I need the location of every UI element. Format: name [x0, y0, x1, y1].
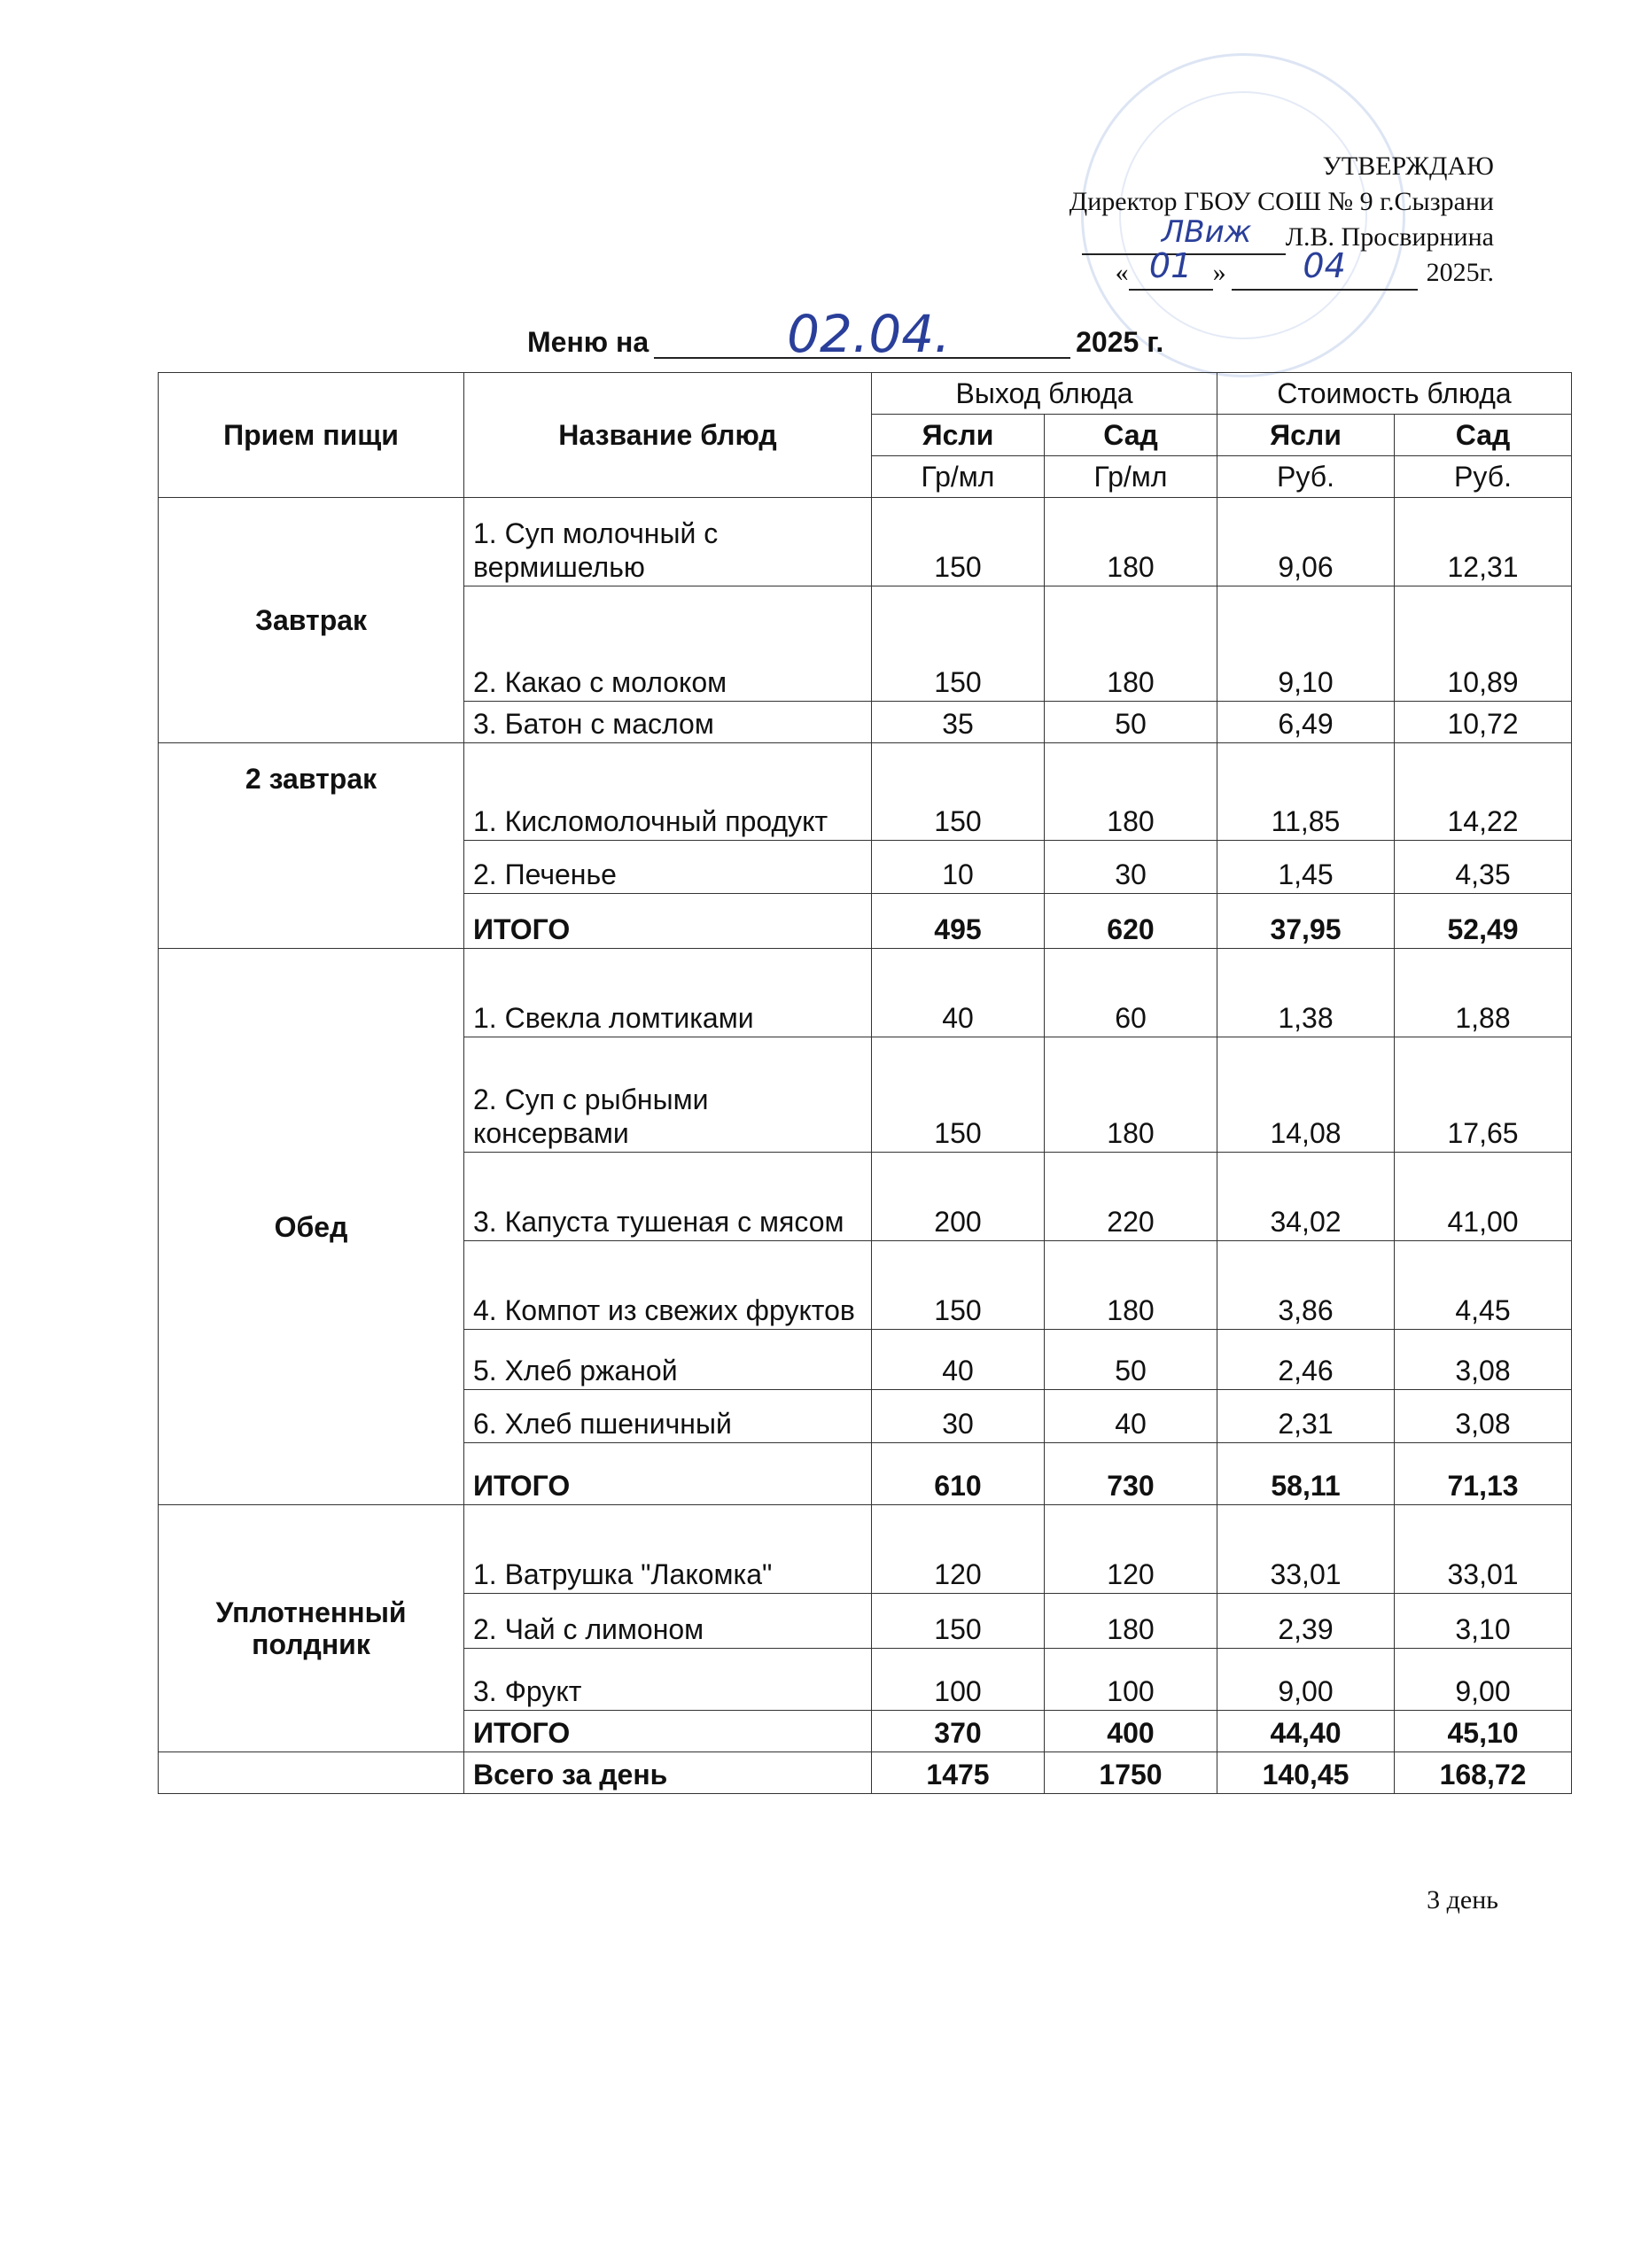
- approval-position: Директор ГБОУ СОШ № 9 г.Сызрани: [1069, 187, 1494, 216]
- cell-s-out: 100: [1045, 1649, 1217, 1711]
- table-row: [159, 949, 1572, 1037]
- cell-y-cost: 1,38: [1217, 949, 1395, 1037]
- header-output: Выход блюда: [872, 373, 1217, 415]
- cell-y-out: 610: [872, 1443, 1045, 1505]
- cell-s-out: 30: [1045, 841, 1217, 894]
- cell-y-out: 1475: [872, 1752, 1045, 1794]
- cell-y-cost: 9,00: [1217, 1649, 1395, 1711]
- cell-y-out: 40: [872, 1330, 1045, 1390]
- menu-body: [159, 498, 1572, 1794]
- cell-y-out: 495: [872, 894, 1045, 949]
- dish-name: 1. Свекла ломтиками: [464, 949, 872, 1037]
- cell-y-out: 150: [872, 586, 1045, 702]
- cell-s-out: 50: [1045, 702, 1217, 743]
- dish-name: 1. Суп молочный с вермишелью: [464, 498, 872, 586]
- cell-s-out: 50: [1045, 1330, 1217, 1390]
- table-row: [159, 498, 1572, 586]
- dish-name: 2. Чай с лимоном: [464, 1594, 872, 1649]
- cell-y-out: 40: [872, 949, 1045, 1037]
- cell-s-cost: 168,72: [1395, 1752, 1572, 1794]
- title-suffix: 2025 г.: [1076, 326, 1164, 358]
- title-prefix: Меню на: [527, 326, 649, 358]
- cell-s-cost: 3,08: [1395, 1390, 1572, 1443]
- header-output-sad: Сад: [1045, 415, 1217, 456]
- cell-y-cost: 2,46: [1217, 1330, 1395, 1390]
- cell-s-cost: 14,22: [1395, 743, 1572, 841]
- cell-y-out: 150: [872, 498, 1045, 586]
- cell-y-cost: 3,86: [1217, 1241, 1395, 1330]
- unit-cost-yasli: Руб.: [1217, 456, 1395, 498]
- cell-s-cost: 12,31: [1395, 498, 1572, 586]
- cell-s-cost: 17,65: [1395, 1037, 1572, 1153]
- dish-name: 3. Капуста тушеная с мясом: [464, 1153, 872, 1241]
- meal-name: 2 завтрак: [159, 743, 464, 949]
- signer-name: Л.В. Просвирнина: [1285, 222, 1494, 252]
- cell-y-out: 35: [872, 702, 1045, 743]
- day-blank: [1129, 246, 1213, 291]
- approval-block: [785, 149, 1494, 291]
- cell-y-cost: 1,45: [1217, 841, 1395, 894]
- cell-y-cost: 37,95: [1217, 894, 1395, 949]
- cell-s-out: 730: [1045, 1443, 1217, 1505]
- cell-s-out: 620: [1045, 894, 1217, 949]
- unit-output-yasli: Гр/мл: [872, 456, 1045, 498]
- cell-y-out: 370: [872, 1711, 1045, 1752]
- day-number: 3 день: [1427, 1885, 1498, 1915]
- cell-y-out: 200: [872, 1153, 1045, 1241]
- cell-s-out: 1750: [1045, 1752, 1217, 1794]
- cell-y-cost: 2,31: [1217, 1390, 1395, 1443]
- meal-name: Завтрак: [159, 498, 464, 743]
- header-cost-yasli: Ясли: [1217, 415, 1395, 456]
- cell-y-cost: 9,10: [1217, 586, 1395, 702]
- cell-s-cost: 10,72: [1395, 702, 1572, 743]
- dish-name: 1. Кисломолочный продукт: [464, 743, 872, 841]
- cell-y-cost: 2,39: [1217, 1594, 1395, 1649]
- cell-y-cost: 140,45: [1217, 1752, 1395, 1794]
- cell-y-out: 120: [872, 1505, 1045, 1594]
- approval-heading: УТВЕРЖДАЮ: [1322, 151, 1494, 181]
- cell-s-out: 180: [1045, 586, 1217, 702]
- cell-y-out: 150: [872, 743, 1045, 841]
- table-row: [159, 743, 1572, 841]
- dish-name: 3. Фрукт: [464, 1649, 872, 1711]
- dish-name: 2. Суп с рыбными консервами: [464, 1037, 872, 1153]
- menu-table: [158, 372, 1572, 1794]
- dish-name: 4. Компот из свежих фруктов: [464, 1241, 872, 1330]
- cell-s-cost: 52,49: [1395, 894, 1572, 949]
- unit-cost-sad: Руб.: [1395, 456, 1572, 498]
- cell-s-cost: 41,00: [1395, 1153, 1572, 1241]
- dish-name: Всего за день: [464, 1752, 872, 1794]
- cell-s-cost: 1,88: [1395, 949, 1572, 1037]
- handwritten-day: 01: [1148, 246, 1193, 285]
- cell-y-cost: 33,01: [1217, 1505, 1395, 1594]
- cell-s-out: 180: [1045, 1594, 1217, 1649]
- cell-s-out: 180: [1045, 1241, 1217, 1330]
- header-dish: Название блюд: [464, 373, 872, 498]
- cell-y-cost: 58,11: [1217, 1443, 1395, 1505]
- dish-name: ИТОГО: [464, 1711, 872, 1752]
- cell-y-cost: 6,49: [1217, 702, 1395, 743]
- header-output-yasli: Ясли: [872, 415, 1045, 456]
- cell-s-cost: 4,35: [1395, 841, 1572, 894]
- table-row: [159, 1505, 1572, 1594]
- handwritten-date: 02.04.: [787, 304, 951, 364]
- cell-y-out: 150: [872, 1241, 1045, 1330]
- cell-s-cost: 10,89: [1395, 586, 1572, 702]
- cell-s-out: 120: [1045, 1505, 1217, 1594]
- cell-s-cost: 4,45: [1395, 1241, 1572, 1330]
- dish-name: 5. Хлеб ржаной: [464, 1330, 872, 1390]
- cell-s-out: 180: [1045, 743, 1217, 841]
- dish-name: 1. Ватрушка "Лакомка": [464, 1505, 872, 1594]
- dish-name: 3. Батон с маслом: [464, 702, 872, 743]
- empty-cell: [159, 1752, 464, 1794]
- cell-s-out: 180: [1045, 498, 1217, 586]
- cell-s-out: 40: [1045, 1390, 1217, 1443]
- cell-s-cost: 33,01: [1395, 1505, 1572, 1594]
- dish-name: 2. Печенье: [464, 841, 872, 894]
- cell-y-cost: 44,40: [1217, 1711, 1395, 1752]
- header-meal: Прием пищи: [159, 373, 464, 498]
- dish-name: ИТОГО: [464, 1443, 872, 1505]
- cell-s-cost: 71,13: [1395, 1443, 1572, 1505]
- menu-title: [527, 304, 1164, 364]
- cell-s-out: 180: [1045, 1037, 1217, 1153]
- cell-s-out: 60: [1045, 949, 1217, 1037]
- cell-y-out: 150: [872, 1594, 1045, 1649]
- cell-y-cost: 9,06: [1217, 498, 1395, 586]
- total-row: [159, 1752, 1572, 1794]
- dish-name: 2. Какао с молоком: [464, 586, 872, 702]
- date-blank: [654, 304, 1070, 364]
- cell-y-out: 10: [872, 841, 1045, 894]
- dish-name: 6. Хлеб пшеничный: [464, 1390, 872, 1443]
- dish-name: ИТОГО: [464, 894, 872, 949]
- cell-s-cost: 9,00: [1395, 1649, 1572, 1711]
- cell-s-out: 400: [1045, 1711, 1217, 1752]
- handwritten-month: 04: [1303, 246, 1346, 285]
- header-cost-sad: Сад: [1395, 415, 1572, 456]
- cell-y-cost: 34,02: [1217, 1153, 1395, 1241]
- cell-s-cost: 3,08: [1395, 1330, 1572, 1390]
- meal-name: Уплотненный полдник: [159, 1505, 464, 1752]
- handwritten-signature: ЛВиж: [1161, 214, 1252, 250]
- quote-open: «: [1115, 258, 1129, 287]
- cell-y-out: 100: [872, 1649, 1045, 1711]
- meal-name: Обед: [159, 949, 464, 1505]
- cell-s-cost: 3,10: [1395, 1594, 1572, 1649]
- cell-y-out: 30: [872, 1390, 1045, 1443]
- header-cost: Стоимость блюда: [1217, 373, 1572, 415]
- approval-date-line: [785, 246, 1494, 291]
- cell-y-cost: 14,08: [1217, 1037, 1395, 1153]
- cell-y-cost: 11,85: [1217, 743, 1395, 841]
- unit-output-sad: Гр/мл: [1045, 456, 1217, 498]
- cell-s-cost: 45,10: [1395, 1711, 1572, 1752]
- approval-year: 2025г.: [1426, 258, 1494, 287]
- cell-y-out: 150: [872, 1037, 1045, 1153]
- month-blank: [1232, 246, 1418, 291]
- quote-close: »: [1212, 258, 1226, 287]
- cell-s-out: 220: [1045, 1153, 1217, 1241]
